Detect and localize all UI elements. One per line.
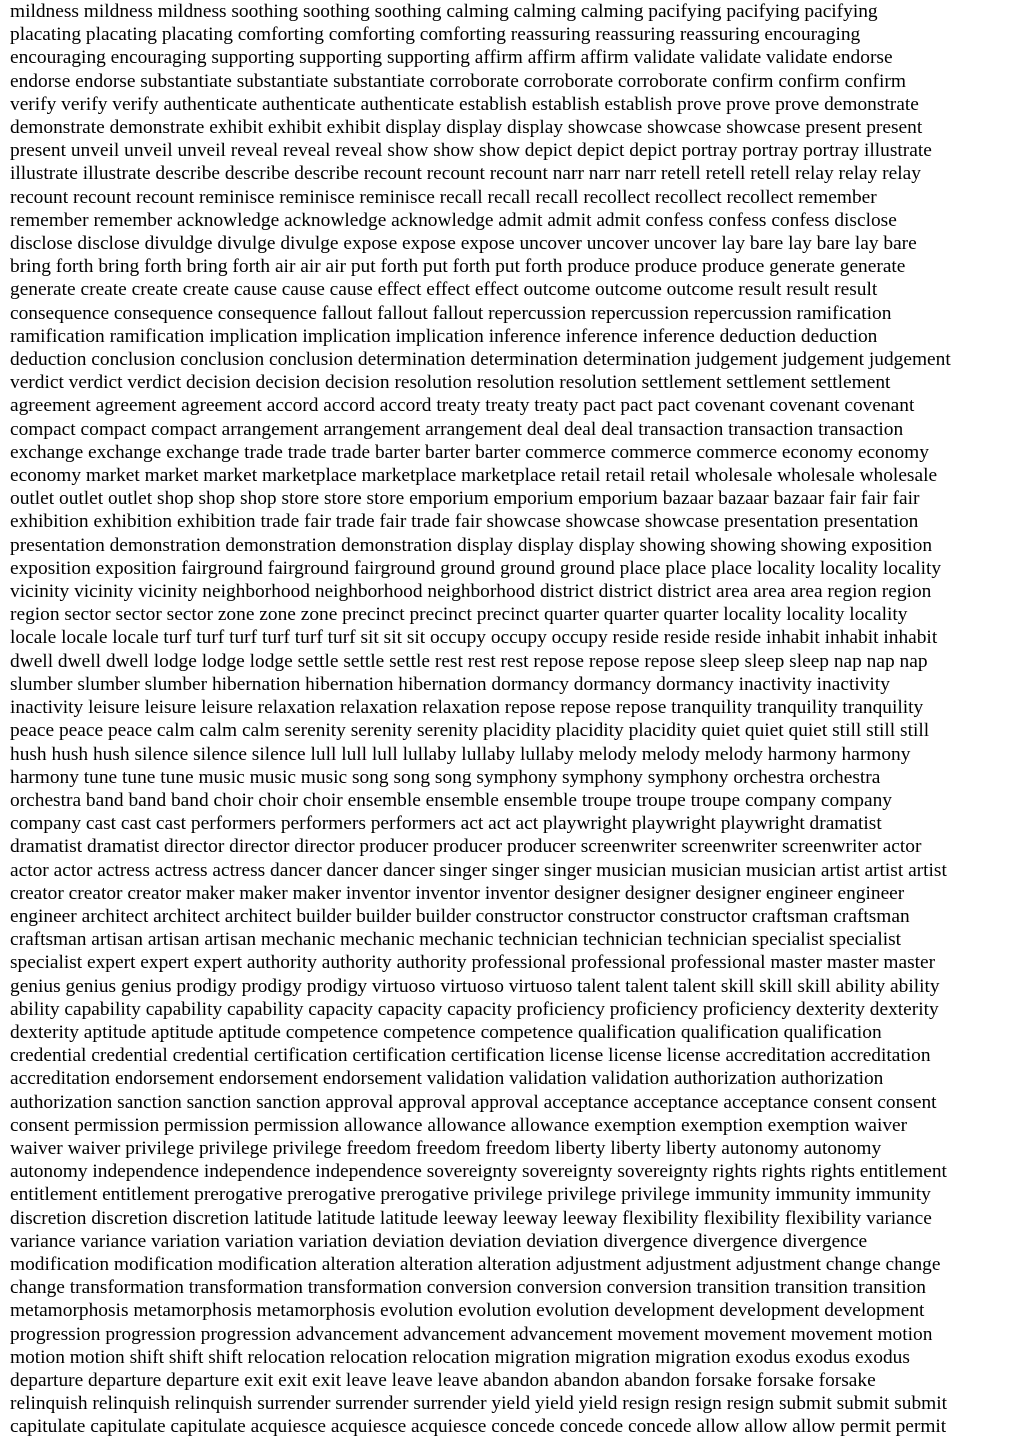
text-line: dexterity aptitude aptitude aptitude competence competence competence qualification qualification qualification (10, 1021, 882, 1043)
text-line: engineer architect architect architect builder builder builder constructor constructor constructor craftsman craftsman (10, 905, 910, 927)
text-line: demonstrate demonstrate exhibit exhibit exhibit display display display showcase showcase showcase present present (10, 117, 923, 139)
text-line: consent permission permission permission allowance allowance allowance exemption exemption exemption waiver (10, 1114, 908, 1136)
text-line: compact compact compact arrangement arrangement arrangement deal deal deal transaction transaction transaction (10, 418, 904, 440)
text-line: endorse endorse substantiate substantiate substantiate corroborate corroborate corroborate confirm confirm confirm (10, 70, 906, 92)
text-line: credential credential credential certification certification certification license license license accreditation accreditation (10, 1045, 931, 1067)
text-line: dwell dwell dwell lodge lodge lodge settle settle settle rest rest rest repose repose repose sleep sleep sleep nap nap nap (10, 650, 928, 672)
text-line: bring forth bring forth bring forth air air air put forth put forth put forth produce produce produce generate generate (10, 256, 906, 278)
text-line: specialist expert expert expert authority authority authority professional professional professional master master master (10, 952, 936, 974)
text-line: encouraging encouraging supporting supporting supporting affirm affirm affirm validate validate validate endorse (10, 47, 893, 69)
text-line: capitulate capitulate capitulate acquiesce acquiesce acquiesce concede concede concede allow allow allow permit permit (10, 1416, 947, 1438)
text-line: region sector sector sector zone zone zone precinct precinct precinct quarter quarter quarter locality locality locality (10, 604, 908, 626)
text-line: creator creator creator maker maker maker inventor inventor inventor designer designer designer engineer engineer (10, 882, 905, 904)
text-line: peace peace peace calm calm calm serenity serenity serenity placidity placidity placidity quiet quiet quiet still still still (10, 720, 930, 742)
text-line: ramification ramification implication implication implication inference inference inference deduction deduction (10, 325, 878, 347)
text-line: actor actor actress actress actress dancer dancer dancer singer singer singer musician musician musician artist artist artist (10, 859, 947, 881)
text-line: craftsman artisan artisan artisan mechanic mechanic mechanic technician technician technician specialist specialist (10, 929, 902, 951)
text-line: remember remember acknowledge acknowledge acknowledge admit admit admit confess confess confess disclose (10, 209, 897, 231)
text-line: discretion discretion discretion latitude latitude latitude leeway leeway leeway flexibility flexibility flexibility variance (10, 1207, 932, 1229)
text-line: mildness mildness mildness soothing soothing soothing calming calming calming pacifying pacifying pacifying (10, 1, 878, 22)
text-line: inactivity leisure leisure leisure relaxation relaxation relaxation repose repose repose tranquility tranquility tranquility (10, 697, 924, 719)
text-line: progression progression progression advancement advancement advancement movement movement movement motion (10, 1323, 933, 1345)
text-line: hush hush hush silence silence silence lull lull lull lullaby lullaby lullaby melody melody melody harmony harmony (10, 743, 911, 765)
text-line: disclose disclose divuldge divulge divulge expose expose expose uncover uncover uncover lay bare lay bare lay bare (10, 233, 917, 255)
text-line: present unveil unveil unveil reveal reveal reveal show show show depict depict depict portray portray portray illustrate (10, 140, 932, 162)
text-line: illustrate illustrate describe describe describe recount recount recount narr narr narr retell retell retell relay relay relay (10, 163, 921, 185)
text-line: authorization sanction sanction sanction approval approval approval acceptance acceptance acceptance consent consent (10, 1091, 937, 1113)
text-line: accreditation endorsement endorsement endorsement validation validation validation authorization authorization (10, 1068, 884, 1090)
text-line: relinquish relinquish relinquish surrender surrender surrender yield yield yield resign resign resign submit submit submit (10, 1393, 948, 1415)
text-line: placating placating placating comforting comforting comforting reassuring reassuring reassuring encouraging (10, 24, 861, 46)
text-line: exhibition exhibition exhibition trade fair trade fair trade fair showcase showcase showcase presentation presentation (10, 511, 919, 533)
text-line: generate create create create cause cause cause effect effect effect outcome outcome outcome result result result (10, 279, 878, 301)
text-line: verify verify verify authenticate authenticate authenticate establish establish establish prove prove prove demonstrate (10, 93, 919, 115)
text-line: exchange exchange exchange trade trade trade barter barter barter commerce commerce commerce economy economy (10, 441, 929, 463)
text-line: consequence consequence consequence fallout fallout fallout repercussion repercussion repercussion ramification (10, 302, 892, 324)
text-line: genius genius genius prodigy prodigy prodigy virtuoso virtuoso virtuoso talent talent talent skill skill skill ability ability (10, 975, 940, 997)
text-line: change transformation transformation transformation conversion conversion conversion transition transition transition (10, 1277, 926, 1299)
text-line: metamorphosis metamorphosis metamorphosis evolution evolution evolution development development development (10, 1300, 925, 1322)
text-line: recount recount recount reminisce reminisce reminisce recall recall recall recollect recollect recollect remember (10, 186, 877, 208)
text-line: variance variance variation variation variation deviation deviation deviation divergence divergence divergence (10, 1230, 868, 1252)
text-line: deduction conclusion conclusion conclusion determination determination determination judgement judgement judgement (10, 349, 951, 371)
text-line: presentation demonstration demonstration demonstration display display display showing showing showing exposition (10, 534, 933, 556)
text-line: waiver waiver privilege privilege privilege freedom freedom freedom liberty liberty liberty autonomy autonomy (10, 1137, 882, 1159)
text-line: company cast cast cast performers performers performers act act act playwright playwright playwright dramatist (10, 813, 882, 835)
text-line: verdict verdict verdict decision decision decision resolution resolution resolution settlement settlement settlement (10, 372, 891, 394)
text-line: locale locale locale turf turf turf turf turf turf sit sit sit occupy occupy occupy reside reside reside inhabit inhabit inhabit (10, 627, 938, 649)
text-line: departure departure departure exit exit exit leave leave leave abandon abandon abandon forsake forsake forsake (10, 1369, 876, 1391)
text-line: slumber slumber slumber hibernation hibernation hibernation dormancy dormancy dormancy inactivity inactivity (10, 673, 890, 695)
text-line: outlet outlet outlet shop shop shop store store store emporium emporium emporium bazaar bazaar bazaar fair fair fair (10, 488, 920, 510)
text-line: entitlement entitlement prerogative prerogative prerogative privilege privilege privilege immunity immunity immunity (10, 1184, 931, 1206)
text-line: exposition exposition fairground fairground fairground ground ground ground place place place locality locality locality (10, 557, 942, 579)
text-line: vicinity vicinity vicinity neighborhood neighborhood neighborhood district district district area area area region region (10, 581, 932, 603)
text-line: agreement agreement agreement accord accord accord treaty treaty treaty pact pact pact covenant covenant covenant (10, 395, 915, 417)
text-line: economy market market market marketplace marketplace marketplace retail retail retail wholesale wholesale wholesale (10, 465, 938, 487)
text-line: ability capability capability capability capacity capacity capacity proficiency proficiency proficiency dexterity dexterity (10, 998, 939, 1020)
text-line: orchestra band band band choir choir choir ensemble ensemble ensemble troupe troupe troupe company company (10, 789, 892, 811)
text-line: motion motion shift shift shift relocation relocation relocation migration migration migration exodus exodus exodus (10, 1346, 910, 1368)
text-line: dramatist dramatist director director director producer producer producer screenwriter screenwriter screenwriter actor (10, 836, 922, 858)
text-line: autonomy independence independence independence sovereignty sovereignty sovereignty rights rights rights entitlement (10, 1161, 947, 1183)
text-line: harmony tune tune tune music music music song song song symphony symphony symphony orchestra orchestra (10, 766, 881, 788)
text-line: modification modification modification alteration alteration alteration adjustment adjustment adjustment change change (10, 1253, 941, 1275)
